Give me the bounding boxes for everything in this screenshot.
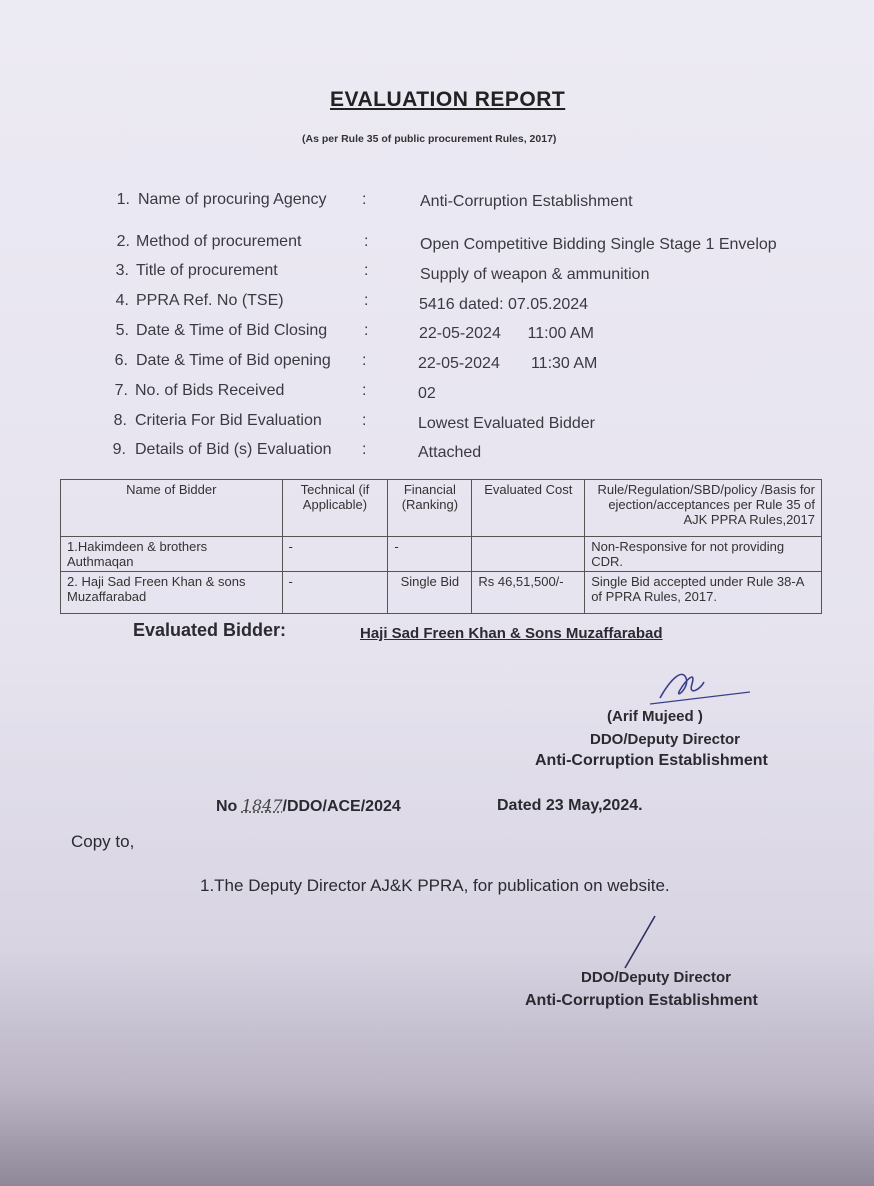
info-number: 2.	[116, 233, 130, 250]
header-financial: Financial (Ranking)	[388, 480, 472, 537]
signature-stroke-icon	[615, 912, 665, 972]
info-row-criteria: 8. Criteria For Bid Evaluation : Lowest Evaluated Bidder	[105, 412, 825, 434]
info-label: PPRA Ref. No (TSE)	[136, 292, 284, 309]
info-row-bids-received: 7. No. of Bids Received : 02	[106, 382, 826, 404]
info-number: 1.	[116, 191, 130, 208]
info-value: 02	[418, 385, 436, 402]
info-row-title: 3. Title of procurement : Supply of weapon & ammunition	[107, 262, 827, 284]
document-title: EVALUATION REPORT	[330, 88, 566, 111]
financial-cell: Single Bid	[388, 572, 472, 614]
info-number: 9.	[112, 441, 126, 458]
info-value: Lowest Evaluated Bidder	[418, 415, 595, 432]
bid-evaluation-table	[60, 479, 822, 614]
info-label: No. of Bids Received	[135, 382, 285, 399]
info-number: 6.	[114, 352, 128, 369]
evaluated-bidder-value: Haji Sad Freen Khan & Sons Muzaffarabad	[360, 625, 663, 642]
info-value: 5416 dated: 07.05.2024	[419, 296, 589, 313]
info-value: 22-05-2024 11:30 AM	[418, 355, 598, 372]
table-header-row	[61, 480, 822, 537]
signatory2-org: Anti-Corruption Establishment	[525, 992, 758, 1009]
info-value: Anti-Corruption Establishment	[420, 193, 633, 210]
info-row-bid-closing: 5. Date & Time of Bid Closing : 22-05-2024 11:00 AM	[107, 322, 827, 344]
info-value: Supply of weapon & ammunition	[420, 266, 650, 283]
header-rule: Rule/Regulation/SBD/policy /Basis for ejection/acceptances per Rule 35 of AJK PPRA Rules,2017	[585, 480, 822, 537]
info-label: Name of procuring Agency	[138, 191, 327, 208]
info-number: 3.	[115, 262, 129, 279]
info-number: 7.	[114, 382, 128, 399]
table-row	[61, 572, 822, 614]
header-technical: Technical (if Applicable)	[282, 480, 388, 537]
copy-to-label: Copy to,	[71, 832, 135, 851]
rule-cell: Single Bid accepted under Rule 38-A of PPRA Rules, 2017.	[585, 572, 822, 614]
info-value: Attached	[418, 444, 482, 461]
document-subtitle: (As per Rule 35 of public procurement Rules, 2017)	[302, 133, 557, 145]
info-number: 4.	[115, 292, 129, 309]
header-bidder: Name of Bidder	[61, 480, 283, 537]
info-label: Date & Time of Bid Closing	[136, 322, 328, 339]
technical-cell: -	[282, 537, 388, 572]
info-number: 8.	[113, 412, 127, 429]
info-label: Details of Bid (s) Evaluation	[135, 441, 332, 458]
signatory2-title: DDO/Deputy Director	[581, 969, 732, 986]
technical-cell: -	[282, 572, 388, 614]
reference-handwritten-number: 1847	[241, 796, 283, 815]
evaluated-cost-cell	[472, 537, 585, 572]
info-number: 5.	[115, 322, 129, 339]
info-row-details: 9. Details of Bid (s) Evaluation : Attached	[104, 441, 824, 463]
signatory-org: Anti-Corruption Establishment	[535, 752, 768, 769]
reference-date: Dated 23 May,2024.	[497, 797, 643, 814]
bidder-name-cell: 2. Haji Sad Freen Khan & sons Muzaffarabad	[61, 572, 283, 614]
signatory-name: (Arif Mujeed )	[607, 708, 703, 725]
info-label: Method of procurement	[136, 233, 302, 250]
reference-prefix: No	[216, 798, 238, 815]
evaluated-bidder-label: Evaluated Bidder:	[133, 620, 287, 640]
info-label: Criteria For Bid Evaluation	[135, 412, 322, 429]
header-evaluated-cost: Evaluated Cost	[472, 480, 585, 537]
info-row-agency: 1. Name of procuring Agency : Anti-Corruption Establishment	[108, 191, 828, 213]
info-row-bid-opening: 6. Date & Time of Bid opening : 22-05-2024 11:30 AM	[106, 352, 826, 374]
rule-cell: Non-Responsive for not providing CDR.	[585, 537, 822, 572]
evaluated-cost-cell: Rs 46,51,500/-	[472, 572, 585, 614]
info-label: Date & Time of Bid opening	[136, 352, 331, 369]
reference-number	[216, 796, 401, 816]
reference-suffix: /DDO/ACE/2024	[282, 798, 401, 815]
financial-cell: -	[388, 537, 472, 572]
info-row-ppra-ref: 4. PPRA Ref. No (TSE) : 5416 dated: 07.05.2024	[107, 292, 827, 314]
bidder-name-cell: 1.Hakimdeen & brothers Authmaqan	[61, 537, 283, 572]
copy-to-item: 1.The Deputy Director AJ&K PPRA, for publication on website.	[200, 876, 670, 895]
info-label: Title of procurement	[136, 262, 278, 279]
table-row	[61, 537, 822, 572]
signatory-title: DDO/Deputy Director	[590, 731, 741, 748]
info-value: 22-05-2024 11:00 AM	[419, 325, 594, 342]
info-value: Open Competitive Bidding Single Stage 1 Envelop	[420, 236, 777, 253]
info-row-method: 2. Method of procurement : Open Competitive Bidding Single Stage 1 Envelop	[108, 233, 828, 255]
